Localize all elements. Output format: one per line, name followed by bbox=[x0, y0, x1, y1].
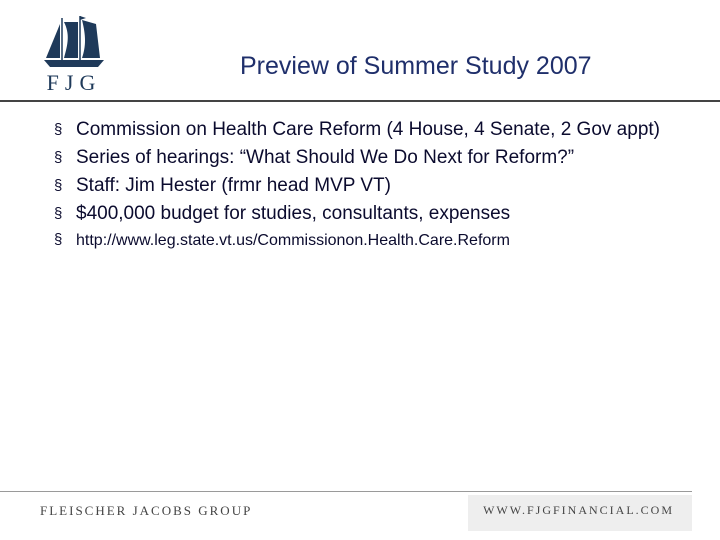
list-item bbox=[54, 174, 694, 198]
bullet-icon: § bbox=[54, 121, 63, 138]
list-item bbox=[54, 202, 694, 226]
url-link[interactable]: http://www.leg.state.vt.us/Commissionon.Health.Care.Reform bbox=[76, 232, 510, 249]
bullet-icon: § bbox=[54, 177, 63, 194]
bullet-icon: § bbox=[54, 205, 63, 222]
logo bbox=[36, 14, 112, 94]
footer-website: WWW.FJGFINANCIAL.COM bbox=[468, 495, 692, 531]
header-divider bbox=[0, 100, 720, 102]
sailing-ship-icon bbox=[40, 14, 108, 70]
page-title: Preview of Summer Study 2007 bbox=[240, 52, 592, 80]
bullet-text: Series of hearings: “What Should We Do Next for Reform?” bbox=[76, 147, 575, 168]
footer-company-name: FLEISCHER JACOBS GROUP bbox=[40, 503, 253, 518]
list-item bbox=[54, 146, 694, 170]
footer-divider bbox=[0, 491, 692, 492]
bullet-text: Commission on Health Care Reform (4 House, 4 Senate, 2 Gov appt) bbox=[76, 119, 660, 140]
bullet-text: $400,000 budget for studies, consultants, expenses bbox=[76, 203, 511, 224]
list-item bbox=[54, 230, 694, 252]
bullet-icon: § bbox=[54, 231, 63, 248]
logo-text: FJG bbox=[46, 70, 102, 95]
bullet-list bbox=[54, 118, 694, 256]
list-item bbox=[54, 118, 694, 142]
bullet-text: Staff: Jim Hester (frmr head MVP VT) bbox=[76, 175, 391, 196]
bullet-icon: § bbox=[54, 149, 63, 166]
